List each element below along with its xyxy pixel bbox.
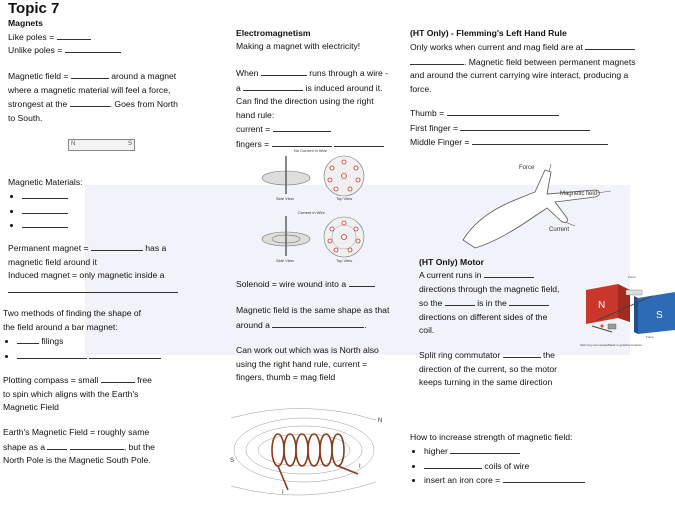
- split-ring-text: Split ring commutator the direction of the current, so the motor keeps turning in the same direction: [419, 350, 558, 387]
- materials-list: [8, 189, 68, 233]
- label-top-view-1: Top View: [336, 196, 353, 201]
- wire-field-diagram: [258, 146, 373, 264]
- motor-label-brushes: Metal or graphite brushes: [608, 343, 643, 347]
- bar-magnet-image: N S: [68, 139, 135, 151]
- permanent-magnet-text: Permanent magnet = has a magnetic field around it Induced magnet = only magnetic inside a: [8, 241, 218, 297]
- motor-label-commutator: Split ring commutator: [580, 343, 609, 347]
- compass-text: Plotting compass = small free to spin which aligns with the Earth's Magnetic Field: [3, 375, 152, 412]
- field-shape-text: Magnetic field is the same shape as that around a .: [236, 305, 390, 330]
- like-poles: Like poles =: [8, 30, 91, 45]
- coil-south-label: S: [230, 458, 235, 464]
- materials-heading: Magnetic Materials:: [8, 177, 83, 187]
- magnetic-field-text: Magnetic field = around a magnet where a magnetic material will feel a force, strongest at the . Goes from North to South.: [8, 71, 178, 123]
- label-current: Current in Wire: [298, 210, 325, 215]
- north-rule-text: Can work out which was is North also using the right hand rule, current = fingers, thumb = mag field: [236, 345, 379, 382]
- label-side-view-1: Side View: [276, 196, 294, 201]
- coil-current-label-1: I: [359, 464, 361, 470]
- earth-field-text: Earth's Magnetic Field = roughly same shape as a , but the North Pole is the Magnetic South Pole.: [3, 427, 155, 465]
- unlike-poles: Unlike poles =: [8, 43, 121, 58]
- em-text: When runs through a wire - a is induced around it. Can find the direction using the right hand rule: current = fingers =: [236, 68, 389, 149]
- flhr-heading: (HT Only) - Flemming's Left Hand Rule: [410, 28, 567, 38]
- motor-text: A current runs in directions through the magnetic field, so the is in the directions on different sides of the coil.: [419, 270, 560, 335]
- coil-current-label-2: I: [282, 490, 284, 496]
- em-heading: Electromagnetism: [236, 28, 311, 38]
- coil-north-label: N: [378, 418, 383, 424]
- current-label: Current: [549, 227, 570, 233]
- strength-heading: How to increase strength of magnetic field:: [410, 432, 573, 442]
- label-side-view-2: Side View: [276, 258, 294, 263]
- motor-south-label: S: [656, 310, 663, 321]
- strength-list: • higher • coils of wire • insert an iron core =: [410, 444, 585, 488]
- page-title: Topic 7: [8, 0, 60, 17]
- flhr-fingers: Thumb = First finger = Middle Finger =: [410, 106, 672, 150]
- solenoid-text: Solenoid = wire wound into a: [236, 277, 375, 292]
- flhr-text: Only works when current and mag field are at . Magnetic field between permanent magnets and around the current carrying wire interact, producing a force.: [410, 42, 636, 94]
- diagram-bottom-row: [262, 216, 364, 257]
- solenoid-field-diagram: [226, 408, 386, 503]
- label-no-current: No Current in Wire: [294, 148, 328, 153]
- left-hand-rule-diagram: [455, 160, 630, 250]
- em-subheading: Making a magnet with electricity!: [236, 41, 361, 51]
- field-methods-text: Two methods of finding the shape of the field around a bar magnet:: [3, 308, 142, 332]
- motor-label-force-bottom: Force: [646, 335, 654, 339]
- diagram-top-row: [262, 156, 364, 196]
- motor-diagram: [578, 270, 675, 360]
- label-top-view-2: Top View: [336, 258, 353, 263]
- methods-list: • filings •: [3, 334, 161, 363]
- magnetic-field-label: Magnetic field: [560, 191, 598, 197]
- motor-north-label: N: [598, 300, 606, 311]
- magnets-heading: Magnets: [8, 18, 43, 28]
- motor-label-force-top: Force: [628, 275, 636, 279]
- force-label: Force: [519, 165, 535, 171]
- motor-heading: (HT Only) Motor: [419, 257, 484, 267]
